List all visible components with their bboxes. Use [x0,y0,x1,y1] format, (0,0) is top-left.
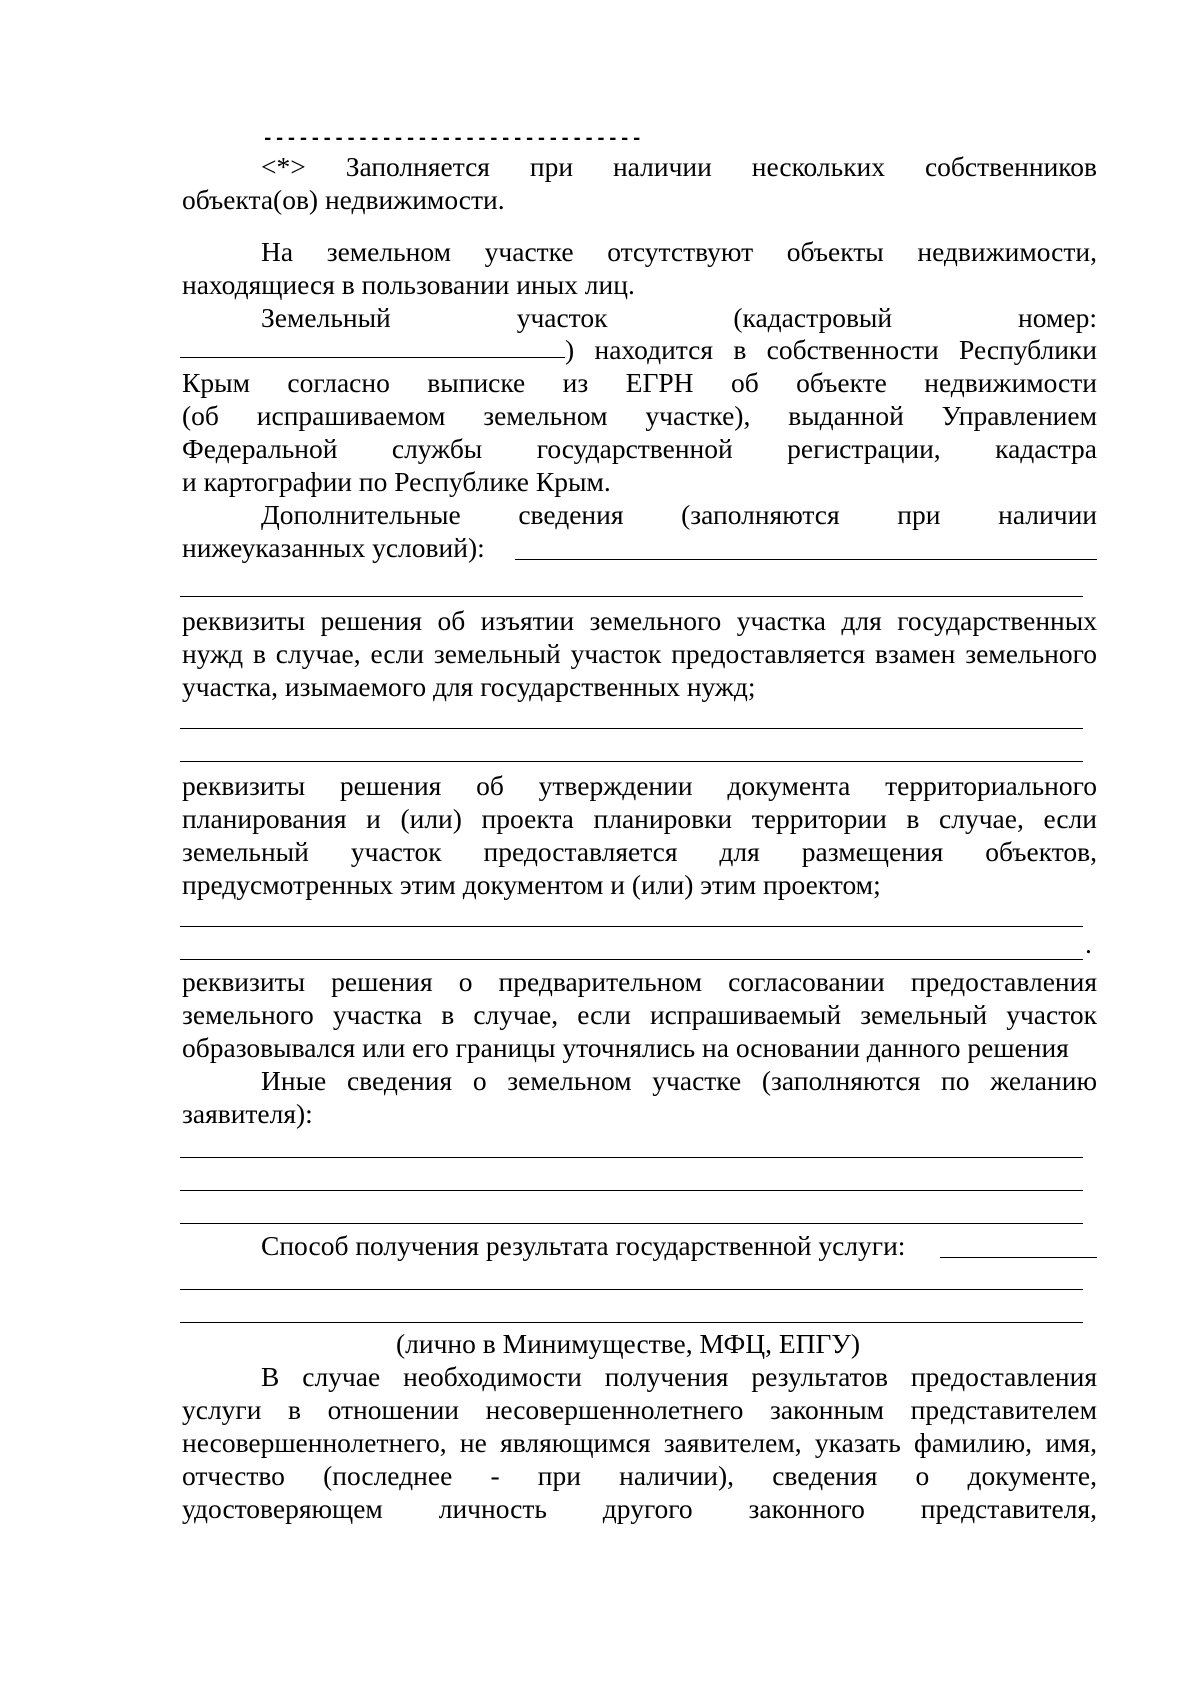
footnote-line-2: объекта(ов) недвижимости. [182,184,505,215]
blank-line[interactable] [180,1322,1083,1323]
delivery-hint: (лично в Минимуществе, МФЦ, ЕПГУ) [396,1328,861,1359]
preliminary-line-2: земельного участка в случае, если испрашиваемый земельный участок [182,999,1097,1030]
withdrawal-line-3: участка, изымаемого для государственных нужд; [182,671,756,702]
land-plot-line-4: (об испрашиваемом земельном участке), выданной Управлением [182,400,1097,431]
no-objects-line-1: На земельном участке отсутствуют объекты недвижимости, [261,236,1097,267]
delivery-label: Способ получения результата государственной услуги: [261,1230,906,1261]
planning-line-1: реквизиты решения об утверждении документа территориального [182,770,1097,801]
planning-line-4: предусмотренных этим документом и (или) этим проектом; [182,869,881,900]
preliminary-line-1: реквизиты решения о предварительном согласовании предоставления [182,966,1097,997]
minor-line-2: услуги в отношении несовершеннолетнего законным представителем [182,1394,1097,1425]
delivery-method-field[interactable] [940,1257,1097,1258]
additional-line-1: Дополнительные сведения (заполняются при наличии [261,499,1097,530]
additional-line-2: нижеуказанных условий): [182,532,485,563]
other-info-line-2: заявителя): [182,1098,313,1129]
blank-line[interactable] [180,1190,1083,1191]
period-mark: . [1085,928,1092,959]
blank-line[interactable] [180,926,1083,927]
blank-line[interactable] [180,596,1083,597]
no-objects-line-2: находящиеся в пользовании иных лиц. [182,269,635,300]
land-plot-line-1: Земельный участок (кадастровый номер: [261,302,1097,333]
footnote-line-1: <*> Заполняется при наличии нескольких собственников [261,151,1097,182]
planning-line-2: планирования и (или) проекта планировки территории в случае, если [182,803,1097,834]
withdrawal-line-2: нужд в случае, если земельный участок предоставляется взамен земельного [182,638,1097,669]
blank-line[interactable] [180,761,1083,762]
withdrawal-line-1: реквизиты решения об изъятии земельного участка для государственных [182,605,1097,636]
land-plot-line-3: Крым согласно выписке из ЕГРН об объекте недвижимости [182,367,1097,398]
land-plot-line-6: и картографии по Республике Крым. [182,466,611,497]
minor-line-1: В случае необходимости получения результатов предоставления [261,1361,1097,1392]
blank-line[interactable] [180,959,1083,960]
blank-line[interactable] [180,1223,1083,1224]
land-plot-line-2: ) находится в собственности Республики [565,334,1097,365]
blank-line[interactable] [180,1289,1083,1290]
preliminary-line-3: образовывался или его границы уточнялись на основании данного решения [182,1032,1069,1063]
land-plot-line-5: Федеральной службы государственной регистрации, кадастра [182,433,1097,464]
additional-info-field[interactable] [515,559,1097,560]
minor-line-3: несовершеннолетнего, не являющимся заявителем, указать фамилию, имя, [182,1427,1097,1458]
blank-line[interactable] [180,728,1083,729]
other-info-line-1: Иные сведения о земельном участке (заполняются по желанию [261,1065,1097,1096]
minor-line-4: отчество (последнее - при наличии), сведения о документе, [182,1460,1097,1491]
minor-line-5: удостоверяющем личность другого законного представителя, [182,1493,1097,1524]
cadastral-number-field[interactable] [180,357,565,358]
other-info-field[interactable] [180,1157,1083,1158]
planning-line-3: земельный участок предоставляется для размещения объектов, [182,836,1097,867]
footnote-separator: -------------------------------- [262,128,643,150]
